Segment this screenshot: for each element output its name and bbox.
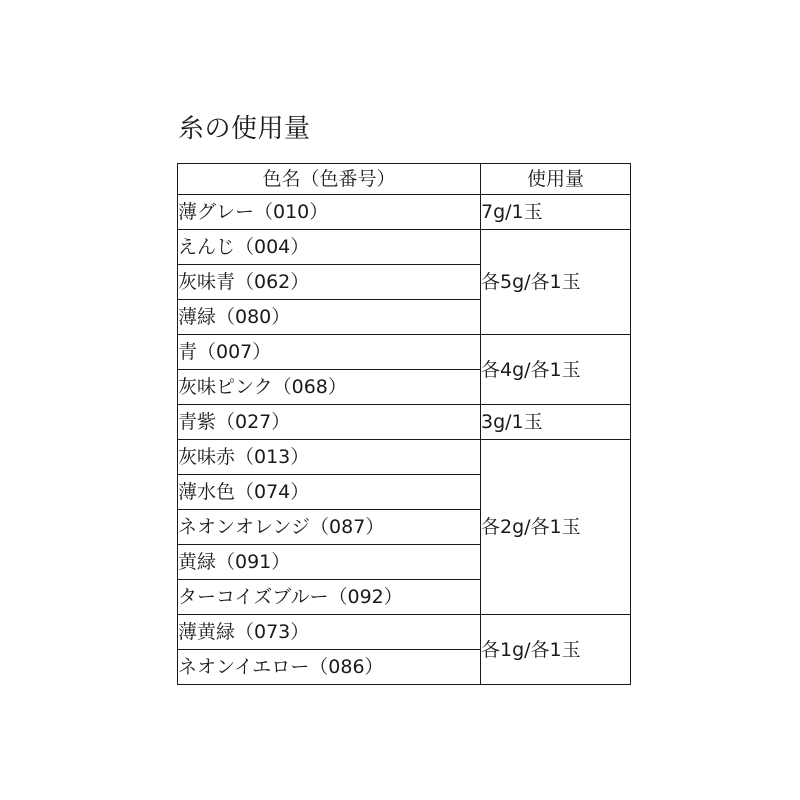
table-row: [178, 405, 631, 440]
table-row: [178, 440, 631, 475]
color-name-cell: 灰味青（062）: [178, 265, 481, 300]
usage-amount-cell: 各1g/各1玉: [481, 615, 631, 685]
color-name-cell: 薄水色（074）: [178, 475, 481, 510]
header-usage-amount: 使用量: [481, 164, 631, 195]
usage-amount-cell: 各5g/各1玉: [481, 230, 631, 335]
color-name-cell: 灰味赤（013）: [178, 440, 481, 475]
table-row: [178, 335, 631, 370]
table-row: [178, 615, 631, 650]
usage-amount-cell: 各2g/各1玉: [481, 440, 631, 615]
table-header-row: [178, 164, 631, 195]
header-color-name: 色名（色番号）: [178, 164, 481, 195]
color-name-cell: 薄緑（080）: [178, 300, 481, 335]
page-title: 糸の使用量: [178, 114, 311, 144]
yarn-usage-table: [177, 163, 631, 685]
color-name-cell: 灰味ピンク（068）: [178, 370, 481, 405]
color-name-cell: ネオンイエロー（086）: [178, 650, 481, 685]
usage-amount-cell: 3g/1玉: [481, 405, 631, 440]
color-name-cell: 青紫（027）: [178, 405, 481, 440]
color-name-cell: 青（007）: [178, 335, 481, 370]
color-name-cell: えんじ（004）: [178, 230, 481, 265]
table-row: [178, 195, 631, 230]
color-name-cell: 薄黄緑（073）: [178, 615, 481, 650]
usage-amount-cell: 各4g/各1玉: [481, 335, 631, 405]
color-name-cell: 黄緑（091）: [178, 545, 481, 580]
table-body: [178, 195, 631, 685]
color-name-cell: 薄グレー（010）: [178, 195, 481, 230]
table-row: [178, 230, 631, 265]
color-name-cell: ターコイズブルー（092）: [178, 580, 481, 615]
usage-amount-cell: 7g/1玉: [481, 195, 631, 230]
color-name-cell: ネオンオレンジ（087）: [178, 510, 481, 545]
